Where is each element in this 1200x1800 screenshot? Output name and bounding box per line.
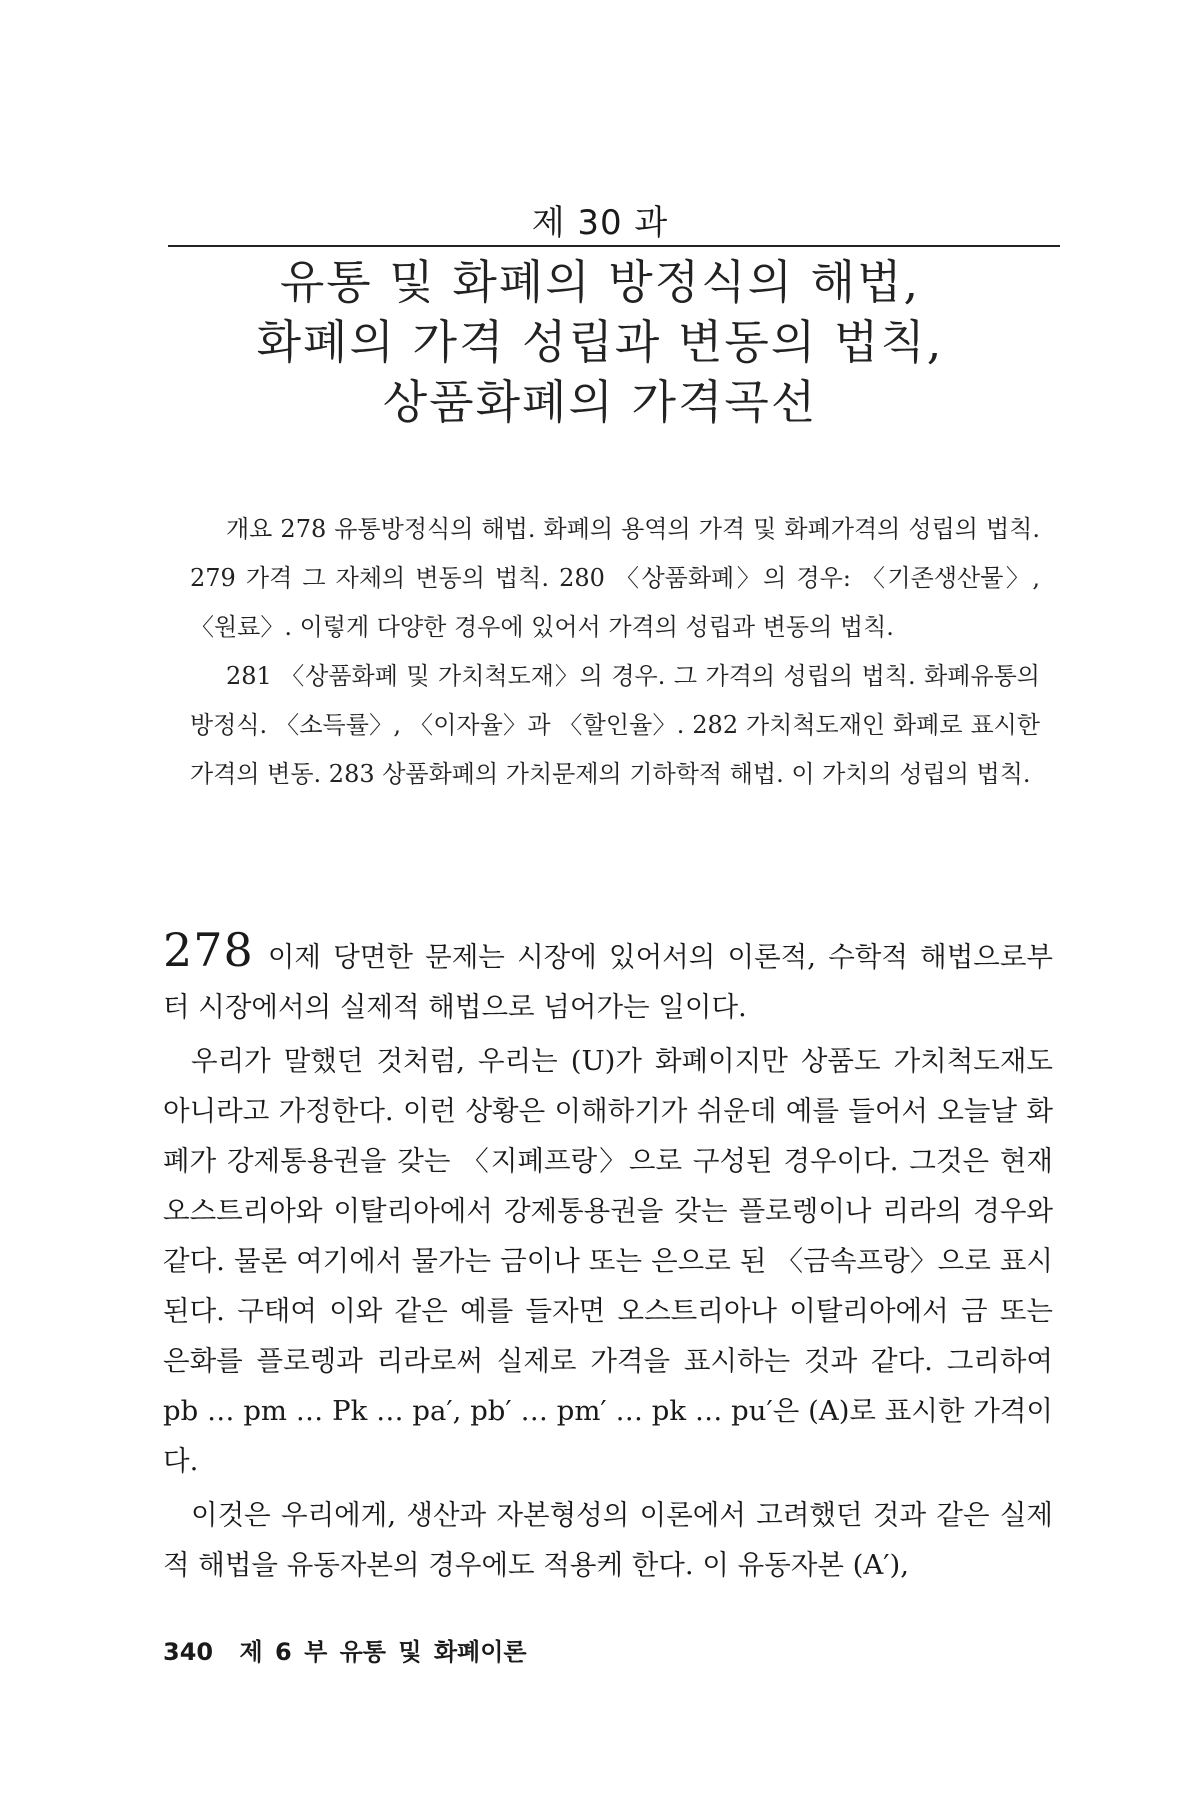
page-footer <box>163 1632 527 1667</box>
page-number: 340 <box>163 1638 214 1666</box>
section-number: 278 <box>163 923 254 977</box>
body-text <box>163 925 1053 1594</box>
chapter-label: 제 30 과 <box>531 203 669 243</box>
running-head: 제 6 부 유통 및 화폐이론 <box>239 1638 527 1666</box>
title-line-2: 화폐의 가격 성립과 변동의 법칙, <box>256 315 944 369</box>
summary-paragraph-2: 281 〈상품화폐 및 가치척도재〉의 경우. 그 가격의 성립의 법칙. 화폐유통의 방정식. 〈소득률〉, 〈이자율〉과 〈할인율〉. 282 가치척도재인 화폐로 표시한 가격의 변동. 283 상품화폐의 가치문제의 기하학적 해법. 이 가치의 성립의 법칙. <box>190 662 1040 788</box>
title-line-3: 상품화폐의 가격곡선 <box>382 375 818 429</box>
body-paragraph-1 <box>163 925 1053 1032</box>
body-paragraph-3: 이것은 우리에게, 생산과 자본형성의 이론에서 고려했던 것과 같은 실제적 해법을 유동자본의 경우에도 적용케 한다. 이 유동자본 (A′), <box>163 1499 1053 1581</box>
summary-paragraph-1: 개요 278 유통방정식의 해법. 화폐의 용역의 가격 및 화폐가격의 성립의 법칙. 279 가격 그 자체의 변동의 법칙. 280 〈상품화폐〉의 경우: 〈기존생산물〉, 〈원료〉. 이렇게 다양한 경우에 있어서 가격의 성립과 변동의 법칙. <box>190 515 1040 641</box>
title-rule <box>168 245 1060 247</box>
body-paragraph-1-text: 이제 당면한 문제는 시장에 있어서의 이론적, 수학적 해법으로부터 시장에서의 실제적 해법으로 넘어가는 일이다. <box>163 941 1053 1023</box>
summary-block <box>190 505 1040 799</box>
title-line-1: 유통 및 화폐의 방정식의 해법, <box>279 255 921 309</box>
body-paragraph-2: 우리가 말했던 것처럼, 우리는 (U)가 화폐이지만 상품도 가치척도재도 아니라고 가정한다. 이런 상황은 이해하기가 쉬운데 예를 들어서 오늘날 화폐가 강제통용권을 갖는 〈지폐프랑〉으로 구성된 경우이다. 그것은 현재 오스트리아와 이탈리아에서 강제통용권을 갖는 플로렝이나 리라의 경우와 같다. 물론 여기에서 물가는 금이나 또는 은으로 된 〈금속프랑〉으로 표시된다. 구태여 이와 같은 예를 들자면 오스트리아나 이탈리아에서 금 또는 은화를 플로렝과 리라로써 실제로 가격을 표시하는 것과 같다. 그리하여 pb … pm … Pk … pa′, pb′ … pm′ … pk … pu′은 (A)로 표시한 가격이다. <box>163 1045 1053 1477</box>
chapter-title <box>0 252 1200 432</box>
